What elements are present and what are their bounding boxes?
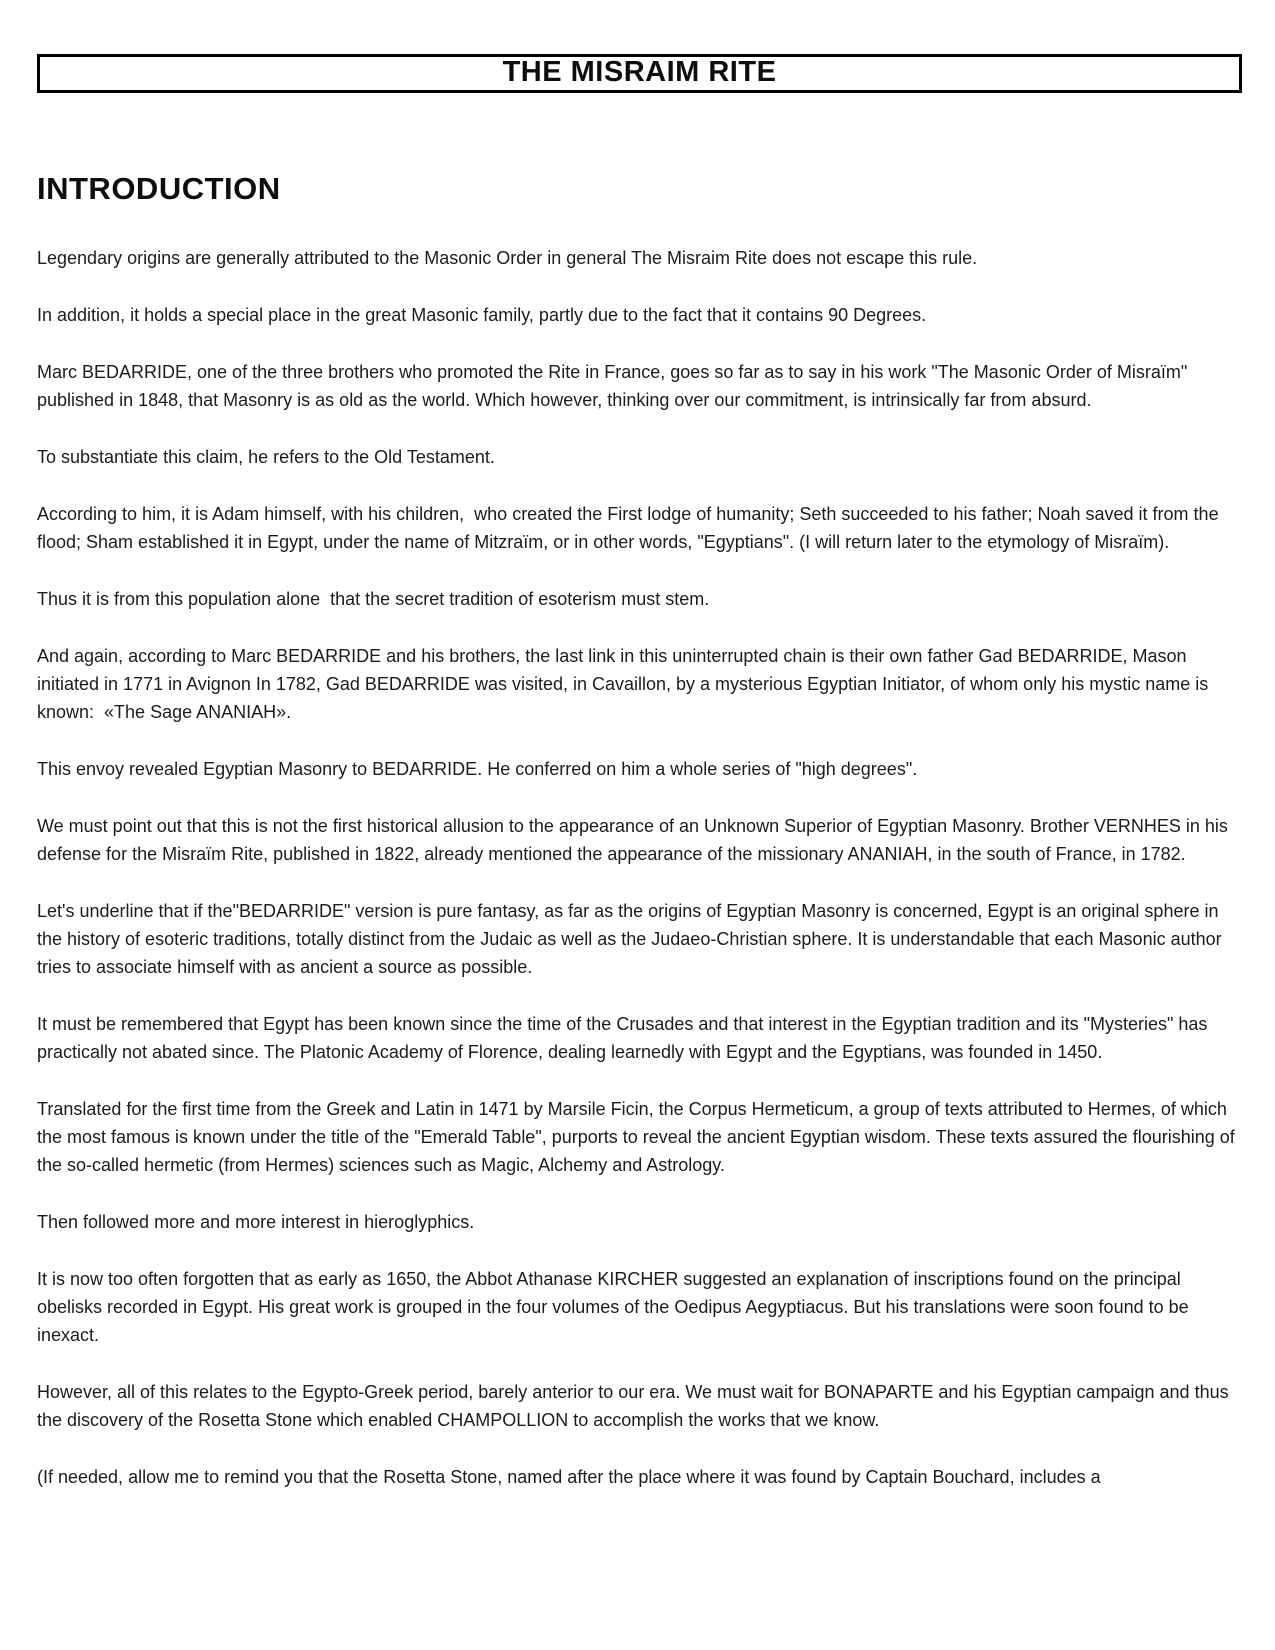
paragraph: And again, according to Marc BEDARRIDE and his brothers, the last link in this uninterrupted chain is their own father Gad BEDARRIDE, Mason initiated in 1771 in Avignon In 1782, Gad BEDARRIDE was visited, in Cavaillon, by a mysterious Egyptian Initiator, of whom only his mystic name is known: «The Sage ANANIAH».: [37, 646, 1214, 722]
document-title: THE MISRAIM RITE: [502, 56, 777, 88]
paragraph: (If needed, allow me to remind you that the Rosetta Stone, named after the place where it was found by Captain Bouchard, includes a: [37, 1467, 1101, 1487]
title-box: [37, 54, 1242, 93]
paragraph: We must point out that this is not the first historical allusion to the appearance of an Unknown Superior of Egyptian Masonry. Brother VERNHES in his defense for the Misraïm Rite, published in 1822, already mentioned the appearance of the missionary ANANIAH, in the south of France, in 1782.: [37, 816, 1233, 864]
paragraph: Legendary origins are generally attributed to the Masonic Order in general The Misraim Rite does not escape this rule.: [37, 248, 978, 268]
paragraph: To substantiate this claim, he refers to the Old Testament.: [37, 447, 495, 467]
paragraph: In addition, it holds a special place in the great Masonic family, partly due to the fact that it contains 90 Degrees.: [37, 305, 927, 325]
paragraph: However, all of this relates to the Egypto-Greek period, barely anterior to our era. We must wait for BONAPARTE and his Egyptian campaign and thus the discovery of the Rosetta Stone which enabled CHAMPOLLION to accomplish the works that we know.: [37, 1382, 1234, 1430]
paragraph: This envoy revealed Egyptian Masonry to BEDARRIDE. He conferred on him a whole series of "high degrees".: [37, 759, 918, 779]
paragraph: Then followed more and more interest in hieroglyphics.: [37, 1212, 475, 1232]
paragraph: Thus it is from this population alone that the secret tradition of esoterism must stem.: [37, 589, 710, 609]
body-text: [37, 244, 1242, 1491]
paragraph: Translated for the first time from the Greek and Latin in 1471 by Marsile Ficin, the Corpus Hermeticum, a group of texts attributed to Hermes, of which the most famous is known under the title of the "Emerald Table", purports to reveal the ancient Egyptian wisdom. These texts assured the flourishing of the so-called hermetic (from Hermes) sciences such as Magic, Alchemy and Astrology.: [37, 1099, 1240, 1175]
document-page: [0, 54, 1275, 1650]
paragraph: It must be remembered that Egypt has been known since the time of the Crusades and that interest in the Egyptian tradition and its "Mysteries" has practically not abated since. The Platonic Academy of Florence, dealing learnedly with Egypt and the Egyptians, was founded in 1450.: [37, 1014, 1213, 1062]
paragraph: According to him, it is Adam himself, with his children, who created the First lodge of humanity; Seth succeeded to his father; Noah saved it from the flood; Sham established it in Egypt, under the name of Mitzraïm, or in other words, "Egyptians". (I will return later to the etymology of Misraïm).: [37, 504, 1224, 552]
section-heading: INTRODUCTION: [37, 171, 281, 206]
paragraph: Marc BEDARRIDE, one of the three brothers who promoted the Rite in France, goes so far as to say in his work "The Masonic Order of Misraïm" published in 1848, that Masonry is as old as the world. Which however, thinking over our commitment, is intrinsically far from absurd.: [37, 362, 1193, 410]
paragraph: It is now too often forgotten that as early as 1650, the Abbot Athanase KIRCHER suggested an explanation of inscriptions found on the principal obelisks recorded in Egypt. His great work is grouped in the four volumes of the Oedipus Aegyptiacus. But his translations were soon found to be inexact.: [37, 1269, 1194, 1345]
paragraph: Let's underline that if the"BEDARRIDE" version is pure fantasy, as far as the origins of Egyptian Masonry is concerned, Egypt is an original sphere in the history of esoteric traditions, totally distinct from the Judaic as well as the Judaeo-Christian sphere. It is understandable that each Masonic author tries to associate himself with as ancient a source as possible.: [37, 901, 1227, 977]
